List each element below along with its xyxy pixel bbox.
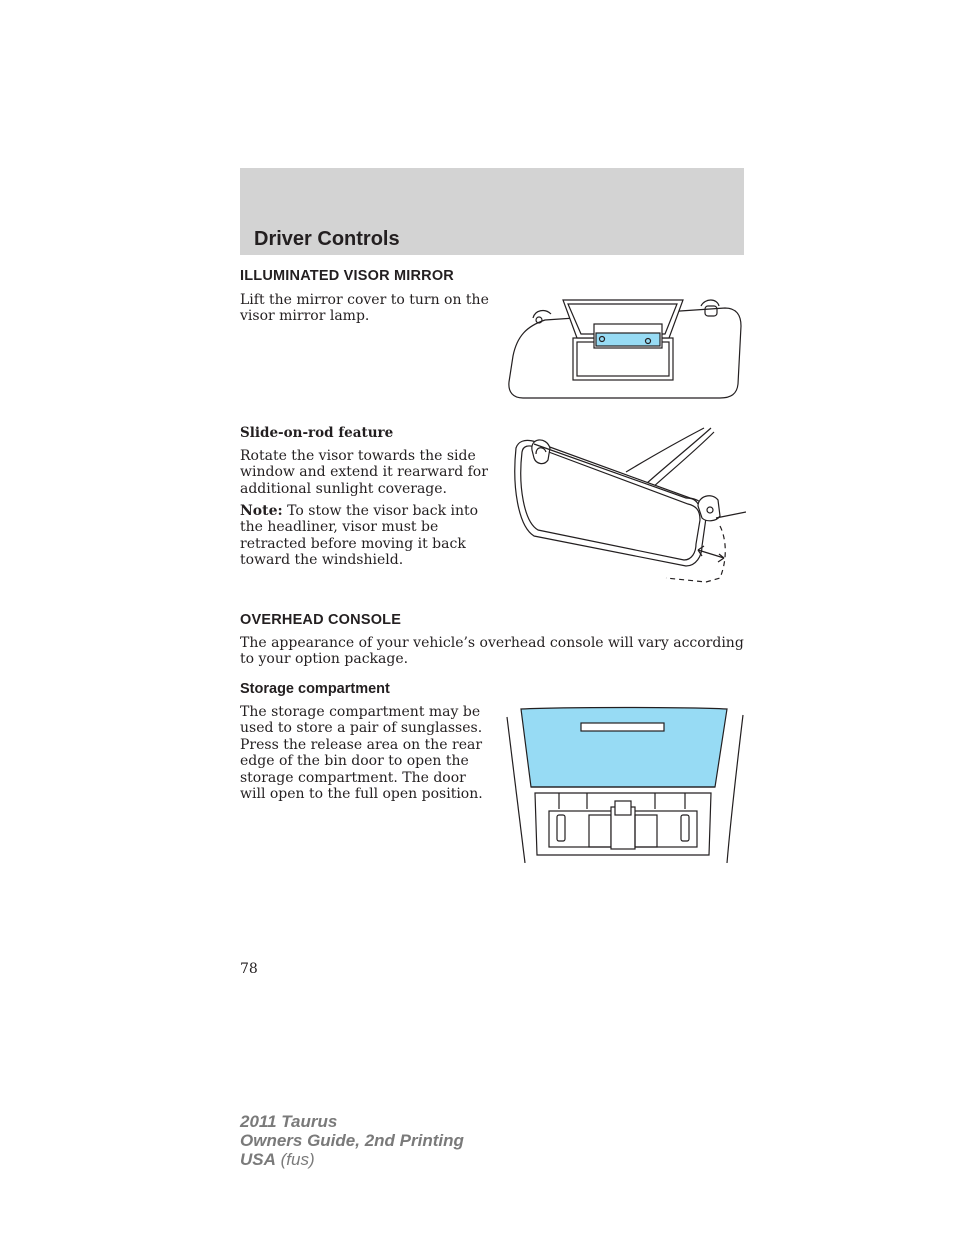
visor-mirror-heading: ILLUMINATED VISOR MIRROR	[240, 268, 454, 284]
slide-on-rod-text: Rotate the visor towards the side window and extend it rearward for additional sunlight coverage.	[240, 448, 488, 497]
footer-line-2: Owners Guide, 2nd Printing	[240, 1131, 464, 1150]
slide-on-rod-illustration	[506, 426, 746, 586]
storage-heading: Storage compartment	[240, 681, 390, 697]
footer-line-1: 2011 Taurus	[240, 1112, 338, 1131]
overhead-console-text: The appearance of your vehicle’s overhead console will vary according to your option package.	[240, 635, 744, 668]
page-number: 78	[240, 961, 258, 977]
slide-on-rod-note	[240, 503, 488, 569]
footer-line-3	[240, 1150, 464, 1169]
note-label: Note:	[240, 503, 283, 519]
footer	[240, 1112, 464, 1169]
footer-region-code: (fus)	[275, 1150, 315, 1169]
header-band	[240, 168, 744, 255]
visor-mirror-illustration	[505, 296, 745, 404]
storage-text: The storage compartment may be used to store a pair of sunglasses. Press the release area on the rear edge of the bin door to open the storage compartment. The door will open to the full open position.	[240, 704, 483, 803]
section-title: Driver Controls	[254, 228, 400, 250]
note-text: To stow the visor back into the headliner, visor must be retracted before moving it back toward the windshield.	[240, 503, 479, 569]
overhead-console-illustration	[505, 705, 745, 863]
footer-region: USA	[240, 1150, 276, 1169]
overhead-console-heading: OVERHEAD CONSOLE	[240, 612, 402, 628]
visor-mirror-text: Lift the mirror cover to turn on the visor mirror lamp.	[240, 292, 489, 325]
slide-on-rod-heading: Slide-on-rod feature	[240, 425, 394, 441]
